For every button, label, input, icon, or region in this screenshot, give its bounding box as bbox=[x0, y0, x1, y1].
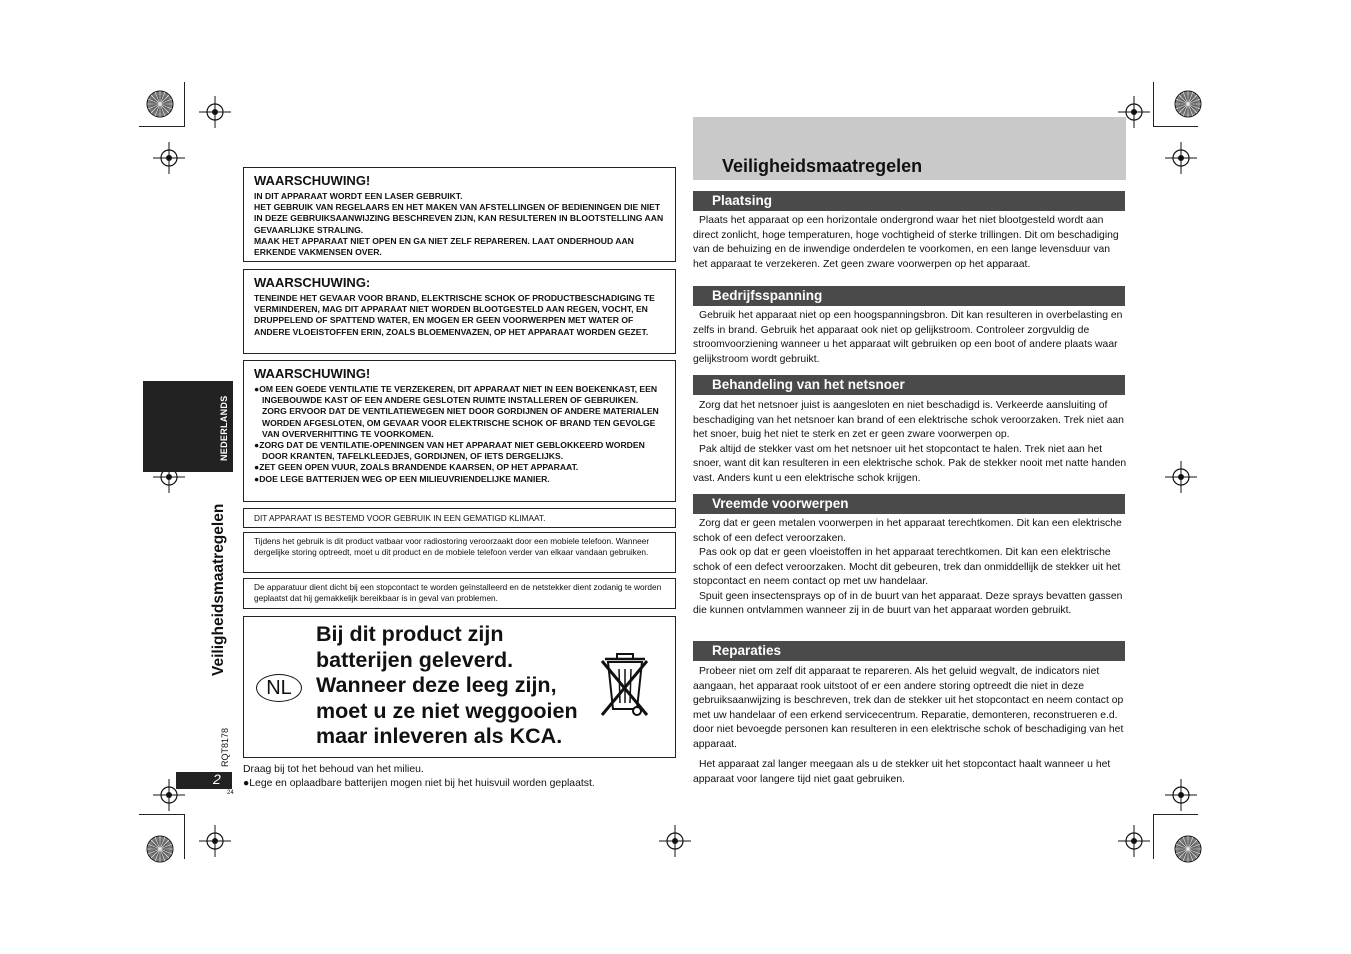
warning-laser-line: IN DIT APPARAAT WORDT EEN LASER GEBRUIKT. bbox=[254, 191, 463, 201]
paragraph: Het apparaat zal langer meegaan als u de stekker uit het stopcontact haalt wanneer u het apparaat voor langere tijd niet gaat gebruiken. bbox=[693, 759, 1111, 785]
section-body bbox=[693, 309, 1127, 367]
warning-ventilation-title: WAARSCHUWING! bbox=[254, 366, 371, 381]
section-title: Bedrijfsspanning bbox=[693, 286, 1125, 306]
warning-laser-title: WAARSCHUWING! bbox=[254, 173, 371, 188]
paragraph: Pas ook op dat er geen vloeistoffen in het apparaat terechtkomen. Dit kan een elektrische schok of een defect veroorzaken. Mocht dit gebeuren, trek dan onmiddellijk de stekker uit het stopcontact en neem contact op met uw handelaar. bbox=[693, 547, 1121, 587]
warning-ventilation-box bbox=[243, 360, 676, 502]
battery-line: Bij dit product zijn bbox=[316, 622, 504, 646]
paragraph: Zorg dat het netsnoer juist is aangesloten en niet beschadigd is. Verkeerde aansluiting of beschadiging van het netsnoer kan brand of een elektrische schok veroorzaken. Trek niet aan het snoer, buig het niet te sterk en zet er geen zware voorwerpen op. bbox=[693, 400, 1124, 440]
warning-ventilation-item: ●ZORG DAT DE VENTILATIE-OPENINGEN VAN HET APPARAAT NIET GEBLOKKEERD WORDEN DOOR KRANTEN, TAFELKLEEDJES, GORDIJNEN, OF IETS DERGELIJKS. bbox=[254, 440, 645, 462]
notice-outlet-text: De apparatuur dient dicht bij een stopcontact te worden geïnstalleerd en de netstekker dient zodanig te worden geplaatst dat hij gemakkelijk bereikbaar is in geval van problemen. bbox=[254, 582, 662, 604]
warning-ventilation-item: ●DOE LEGE BATTERIJEN WEG OP EEN MILIEUVRIENDELIJKE MANIER. bbox=[254, 473, 550, 484]
doc-code: RQT8178 bbox=[220, 727, 230, 767]
notice-phone-text: Tijdens het gebruik is dit product vatbaar voor radiostoring veroorzaakt door een mobiele telefoon. Wanneer dergelijke storing optreedt, moet u dit product en de mobiele telefoon verder van elkaar vandaan gebruiken. bbox=[254, 536, 650, 558]
nl-badge-text: NL bbox=[266, 677, 292, 699]
notice-outlet-box bbox=[243, 578, 676, 609]
nl-badge bbox=[256, 674, 302, 702]
section-body bbox=[693, 399, 1127, 486]
section-body bbox=[693, 665, 1127, 787]
warning-water-text: TENEINDE HET GEVAAR VOOR BRAND, ELEKTRISCHE SCHOK OF PRODUCTBESCHADIGING TE VERMINDEREN, MAG DIT APPARAAT NIET WORDEN BLOOTGESTELD AAN REGEN, VOCHT, EN DRUPPELEND OF SPATTEND WATER, EN MOGEN ER GEEN VOORWERPEN MET WATER OF ANDERE VLOEISTOFFEN ERIN, ZOALS BLOEMENVAZEN, OP HET APPARAAT WORDEN GEZET. bbox=[254, 293, 655, 337]
warning-laser-line: MAAK HET APPARAAT NIET OPEN EN GA NIET ZELF REPAREREN. LAAT ONDERHOUD AAN ERKENDE VAKMENSEN OVER. bbox=[254, 235, 634, 258]
paragraph: Plaats het apparaat op een horizontale ondergrond waar het niet blootgesteld wordt aan direct zonlicht, hoge temperaturen, hoge vochtigheid of sterke trillingen. Dit om beschadiging van de behuizing en de inwendige onderdelen te voorkomen, en een lange levensduur van het apparaat te verzekeren. Zet geen zware voorwerpen op het apparaat. bbox=[693, 215, 1119, 270]
sidebar-language: NEDERLANDS bbox=[219, 395, 229, 461]
paragraph: Pak altijd de stekker vast om het netsnoer uit het stopcontact te halen. Trek niet aan het snoer, want dit kan resulteren in een elektrische schok. Pak de stekker nooit met natte handen vast. Anders kunt u een elektrische schok krijgen. bbox=[693, 443, 1127, 484]
battery-footer-line: Draag bij tot het behoud van het milieu. bbox=[243, 764, 424, 775]
small-number: 24 bbox=[227, 790, 234, 796]
battery-footer bbox=[243, 763, 595, 791]
battery-box bbox=[243, 616, 676, 758]
section-title: Vreemde voorwerpen bbox=[693, 494, 1125, 514]
notice-phone-box bbox=[243, 532, 676, 573]
warning-ventilation-item: ●ZET GEEN OPEN VUUR, ZOALS BRANDENDE KAARSEN, OP HET APPARAAT. bbox=[254, 462, 579, 473]
sidebar-section-title: Veiligheidsmaatregelen bbox=[210, 503, 227, 676]
section-title: Plaatsing bbox=[693, 191, 1125, 211]
warning-ventilation-item: ●OM EEN GOEDE VENTILATIE TE VERZEKEREN, DIT APPARAAT NIET IN EEN BOEKENKAST, EEN INGEBOUWDE KAST OF EEN ANDERE GESLOTEN RUIMTE INSTALLEREN OF GEBRUIKEN. ZORG ERVOOR DAT DE VENTILATIEWEGEN NIET DOOR GORDIJNEN OF ANDERE MATERIALEN WORDEN AFGESLOTEN, OM GEVAAR VOOR ELEKTRISCHE SCHOK OF BRAND TEN GEVOLGE VAN OVERVERHITTING TE VOORKOMEN. bbox=[254, 384, 659, 439]
notice-climate-box bbox=[243, 508, 676, 528]
battery-line: moet u ze niet weggooien bbox=[316, 698, 578, 723]
paragraph: Zorg dat er geen metalen voorwerpen in het apparaat terechtkomen. Dit kan een elektrische schok of een defect veroorzaken. bbox=[693, 518, 1122, 544]
paragraph: Probeer niet om zelf dit apparaat te repareren. Als het geluid wegvalt, de indicators niet aangaan, het apparaat rook uitstoot of er een andere storing optreedt die niet in deze gebruiksaanwijzing is beschreven, trek dan de stekker uit het stopcontact en neem contact op met uw handelaar of een erkend servicecentrum. Reparatie, demonteren, reconstrueren e.d. door niet bevoegde personen kan resulteren in een elektrische schok of beschadiging van het apparaat. bbox=[693, 666, 1124, 750]
paragraph: Spuit geen insectensprays op of in de buurt van het apparaat. Deze sprays bevatten gassen die kunnen ontvlammen wanneer zij in de buurt van het apparaat worden gebruikt. bbox=[693, 590, 1123, 616]
warning-laser-line: HET GEBRUIK VAN REGELAARS EN HET MAKEN VAN AFSTELLINGEN OF BEDIENINGEN DIE NIET IN DEZE GEBRUIKSAANWIJZING BESCHREVEN ZIJN, KAN RESULTEREN IN BLOOTSTELLING AAN GEVAARLIJKE STRALING. bbox=[254, 202, 664, 235]
section-title: Behandeling van het netsnoer bbox=[693, 375, 1125, 395]
battery-footer-line: ●Lege en oplaadbare batterijen mogen niet bij het huisvuil worden geplaatst. bbox=[243, 778, 595, 789]
crossed-bin-icon bbox=[599, 653, 651, 721]
battery-line: batterijen geleverd. bbox=[316, 647, 514, 672]
battery-line: maar inleveren als KCA. bbox=[316, 724, 563, 748]
warning-water-title: WAARSCHUWING: bbox=[254, 275, 371, 290]
page-title: Veiligheidsmaatregelen bbox=[722, 156, 923, 176]
warning-laser-box bbox=[243, 167, 676, 262]
notice-climate-text: DIT APPARAAT IS BESTEMD VOOR GEBRUIK IN EEN GEMATIGD KLIMAAT. bbox=[254, 513, 546, 523]
section-body bbox=[693, 517, 1127, 619]
section-title: Reparaties bbox=[693, 641, 1125, 661]
page-number: 2 bbox=[213, 771, 221, 787]
section-body bbox=[693, 214, 1127, 272]
battery-message bbox=[316, 622, 578, 750]
page-number-tab bbox=[176, 772, 232, 789]
paragraph: Gebruik het apparaat niet op een hoogspanningsbron. Dit kan resulteren in overbelasting en zelfs in brand. Gebruik het apparaat ook niet op gelijkstroom. Controleer zorgvuldig de stroomvoorziening wanneer u het apparaat wilt gebruiken op een boot of andere plaats waar gelijkstroom wordt gebruikt. bbox=[693, 310, 1123, 365]
warning-water-box bbox=[243, 269, 676, 354]
battery-line: Wanneer deze leeg zijn, bbox=[316, 673, 557, 697]
